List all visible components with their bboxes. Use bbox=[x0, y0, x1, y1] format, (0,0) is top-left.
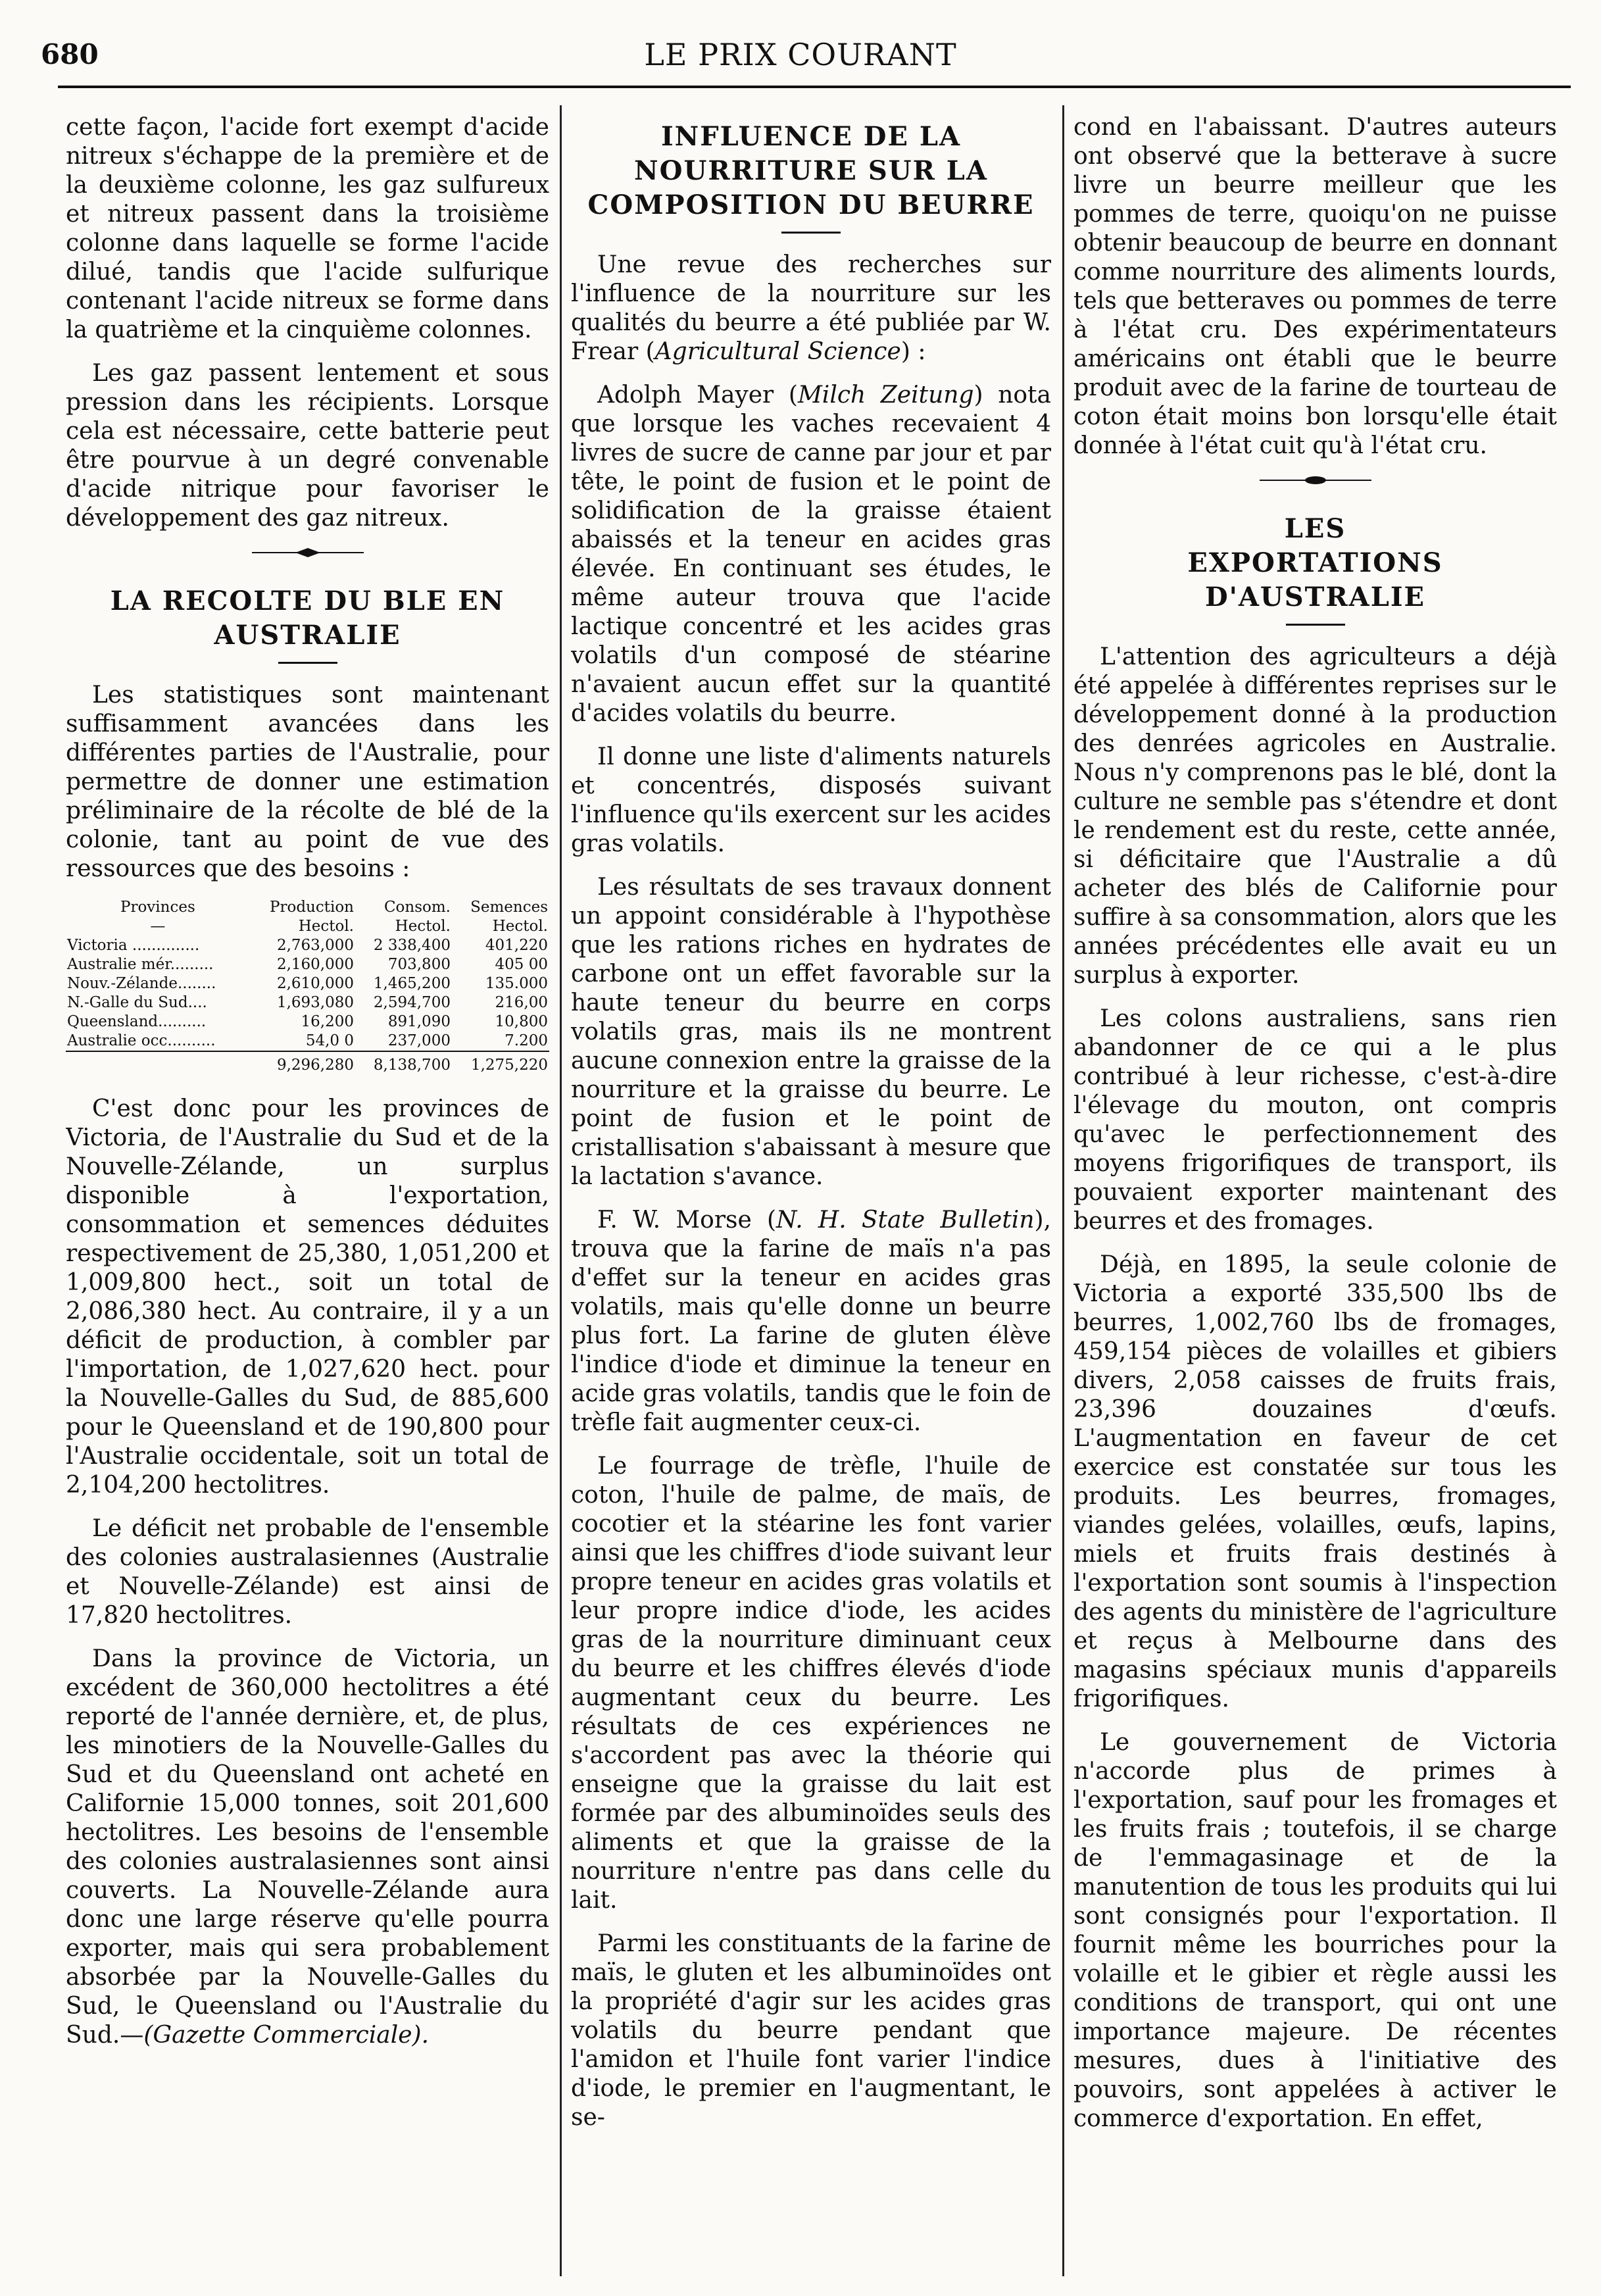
paragraph-text: Adolph Mayer ( bbox=[597, 382, 798, 409]
source-citation: Milch Zeitung bbox=[797, 382, 974, 409]
article-title-butter: INFLUENCE DE LA NOURRITURE SUR LA COMPOSITION DU BEURRE bbox=[587, 121, 1035, 220]
table-cell: 237,000 bbox=[387, 1032, 451, 1049]
table-cell-empty bbox=[66, 1051, 250, 1075]
title-rule bbox=[781, 232, 841, 234]
table-header: Provinces bbox=[120, 899, 195, 916]
table-cell: 54,0 0 bbox=[305, 1032, 354, 1049]
table-cell: 2 338,400 bbox=[373, 937, 451, 954]
article-paragraph bbox=[571, 251, 1051, 366]
article-paragraph: cette façon, l'acide fort exempt d'acide nitreux s'échappe de la première et de la deuxième colonne, les gaz sulfureux et nitreux passent dans la troisième colonne dans laquelle se forme l'acide dilué, tandis que l'acide sulfurique contenant l'acide nitreux se forme dans la quatrième et la cinquième colonnes. bbox=[66, 114, 549, 343]
article-paragraph bbox=[66, 1645, 549, 2050]
column-divider bbox=[1062, 105, 1064, 2276]
table-row bbox=[66, 974, 549, 993]
journal-title: LE PRIX COURANT bbox=[644, 37, 957, 72]
header-rule bbox=[58, 86, 1571, 88]
table-cell-total: 8,138,700 bbox=[355, 1051, 452, 1075]
table-units-row bbox=[66, 917, 549, 936]
section-separator-ornament bbox=[66, 547, 549, 558]
article-paragraph bbox=[571, 381, 1051, 728]
page-header bbox=[0, 0, 1601, 99]
table-row bbox=[66, 955, 549, 974]
table-cell-province: Nouv.-Zélande........ bbox=[67, 975, 216, 992]
article-paragraph: Déjà, en 1895, la seule colonie de Victoria a exporté 335,500 lbs de beurres, 1,002,760 lbs de fromages, 459,154 pièces de volailles et gibiers divers, 2,058 caisses de fruits frais, 23,396 douzaines d'œufs. L'augmentation en faveur de cet exercice est constatée sur tous les produits. Les beurres, fromages, viandes gelées, volailles, œufs, lapins, miels et fruits frais destinés à l'exportation sont soumis à l'inspection des agents du ministère de l'agriculture et reçus à Melbourne dans des magasins spéciaux munis d'appareils frigorifiques. bbox=[1073, 1251, 1557, 1712]
article-paragraph: Le déficit net probable de l'ensemble des colonies australasiennes (Australie et Nouvelle-Zélande) est ainsi de 17,820 hectolitres. bbox=[66, 1515, 549, 1629]
article-title-exports-line2: EXPORTATIONS D'AUSTRALIE bbox=[1187, 547, 1443, 612]
table-cell: 405 00 bbox=[495, 956, 548, 973]
table-cell-province: Australie occ.......... bbox=[67, 1032, 216, 1049]
table-unit: Hectol. bbox=[492, 918, 548, 935]
paragraph-text: ) : bbox=[900, 338, 926, 365]
table-header: Consom. bbox=[383, 899, 451, 916]
table-cell-total: 9,296,280 bbox=[250, 1051, 355, 1075]
table-cell: 16,200 bbox=[301, 1013, 354, 1030]
table-header-row bbox=[66, 898, 549, 917]
title-rule bbox=[278, 662, 337, 664]
table-cell: 135.000 bbox=[485, 975, 548, 992]
column-divider bbox=[560, 105, 562, 2276]
table-cell: 7.200 bbox=[505, 1032, 548, 1049]
table-cell: 2,610,000 bbox=[276, 975, 354, 992]
table-cell: 2,763,000 bbox=[276, 937, 354, 954]
table-cell: 1,693,080 bbox=[276, 994, 354, 1011]
article-paragraph: Les gaz passent lentement et sous pression dans les récipients. Lorsque cela est nécessaire, cette batterie peut être pourvue à un degré convenable d'acide nitrique pour favoriser le développement des gaz nitreux. bbox=[66, 360, 549, 532]
table-cell-province: N.-Galle du Sud.... bbox=[67, 994, 207, 1011]
table-unit: Hectol. bbox=[298, 918, 354, 935]
table-header: Production bbox=[270, 899, 354, 916]
table-unit: — bbox=[150, 918, 166, 935]
table-cell: 891,090 bbox=[387, 1013, 451, 1030]
article-paragraph: C'est donc pour les provinces de Victoria, de l'Australie du Sud et de la Nouvelle-Zélande, un surplus disponible à l'exportation, consommation et semences déduites respectivement de 25,380, 1,051,200 et 1,009,800 hect., soit un total de 2,086,380 hect. Au contraire, il y a un déficit de production, à combler par l'importation, de 1,027,620 hect. pour la Nouvelle-Galles du Sud, de 885,600 pour le Queensland et de 190,800 pour l'Australie occidentale, soit un total de 2,104,200 hectolitres. bbox=[66, 1095, 549, 1499]
source-citation: N. H. State Bulletin bbox=[776, 1207, 1035, 1234]
table-cell-total: 1,275,220 bbox=[452, 1051, 549, 1075]
table-cell: 216,00 bbox=[495, 994, 548, 1011]
table-header: Semences bbox=[470, 899, 548, 916]
table-cell-province: Australie mér......... bbox=[67, 956, 214, 973]
page-number: 680 bbox=[41, 38, 99, 70]
table-row bbox=[66, 993, 549, 1012]
article-paragraph: cond en l'abaissant. D'autres auteurs ont observé que la betterave à sucre livre un beurre meilleur que les pommes de terre, quoiqu'on ne puisse obtenir beaucoup de beurre en donnant comme nourriture des aliments lourds, tels que betteraves ou pommes de terre à l'état cru. Des expérimentateurs américains ont établi que le beurre produit avec de la farine de tourteau de coton était moins bon lorsqu'elle était donnée à l'état cuit qu'à l'état cru. bbox=[1073, 114, 1557, 459]
harvest-statistics-table bbox=[66, 898, 549, 1075]
table-cell: 703,800 bbox=[387, 956, 451, 973]
table-cell: 2,594,700 bbox=[373, 994, 451, 1011]
article-paragraph: Le fourrage de trèfle, l'huile de coton, l'huile de palme, de maïs, de cocotier et la stéarine les font varier ainsi que les chiffres d'iode suivant leur propre teneur en acides gras volatils et leur propre indice d'iode, les acides gras de la nourriture diminuant ceux du beurre et les chiffres élevés d'iode augmentant ceux du beurre. Les résultats de ces expériences ne s'accordent pas avec la théorie qui enseigne que la graisse du lait est formée par des albuminoïdes seuls des aliments et que la graisse de la nourriture n'entre pas dans celle du lait. bbox=[571, 1453, 1051, 1914]
source-citation: (Gazette Commerciale). bbox=[143, 2022, 430, 2049]
table-cell: 2,160,000 bbox=[276, 956, 354, 973]
column-right bbox=[1073, 113, 1557, 2251]
table-cell: 10,800 bbox=[495, 1013, 548, 1030]
article-paragraph: Le gouvernement de Victoria n'accorde plus de primes à l'exportation, sauf pour les fromages et les fruits frais ; toutefois, il se charge de l'emmagasinage et de la manutention de tous les produits qui lui sont consignés pour l'exportation. Il fournit même les bourriches pour la volaille et le gibier et règle aussi les conditions de transport, qui ont une importance majeure. De récentes mesures, dues à l'initiative des pouvoirs, sont appelées à activer le commerce d'exportation. En effet, bbox=[1073, 1729, 1557, 2132]
source-citation: Agricultural Science bbox=[654, 338, 901, 365]
table-row bbox=[66, 1012, 549, 1032]
table-total-row bbox=[66, 1051, 549, 1075]
paragraph-text: Dans la province de Victoria, un excédent de 360,000 hectolitres a été reporté de l'année dernière, et, de plus, les minotiers de la Nouvelle-Galles du Sud et du Queensland ont acheté en Californie 15,000 tonnes, soit 201,600 hectolitres. Les besoins de l'ensemble des colonies australasiennes sont ainsi couverts. La Nouvelle-Zélande aura donc une large réserve qu'elle pourra exporter, mais qui sera probablement absorbée par la Nouvelle-Galles du Sud, le Queensland ou l'Australie du Sud.— bbox=[66, 1645, 549, 2049]
article-paragraph: Parmi les constituants de la farine de maïs, le gluten et les albuminoïdes ont la propriété d'agir sur les acides gras volatils du beurre pendant que l'amidon et l'huile font varier l'indice d'iode, le premier en l'augmentant, le se- bbox=[571, 1930, 1051, 2131]
table-row bbox=[66, 1032, 549, 1051]
table-cell: 401,220 bbox=[485, 937, 548, 954]
table-unit: Hectol. bbox=[395, 918, 451, 935]
column-middle bbox=[571, 113, 1051, 2251]
table-row bbox=[66, 936, 549, 955]
paragraph-text: Une revue des recherches sur l'influence de la nourriture sur les qualités du beurre a été publiée par W. Frear ( bbox=[571, 251, 1051, 365]
article-paragraph: Les statistiques sont maintenant suffisamment avancées dans les différentes parties de l'Australie, pour permettre de donner une estimation préliminaire de la récolte de blé de la colonie, tant au point de vue des ressources que des besoins : bbox=[66, 682, 549, 882]
article-title-wheat-harvest: LA RECOLTE DU BLE EN AUSTRALIE bbox=[110, 586, 505, 651]
article-paragraph: Les colons australiens, sans rien abandonner de ce qui a le plus contribué à leur richesse, c'est-à-dire l'élevage du mouton, ont compris qu'avec le perfectionnement des moyens frigorifiques de transport, ils pouvaient exporter maintenant des beurres et des fromages. bbox=[1073, 1005, 1557, 1235]
section-separator-ornament bbox=[1073, 475, 1557, 486]
table-cell-province: Victoria .............. bbox=[67, 937, 200, 954]
article-paragraph bbox=[571, 1206, 1051, 1437]
article-title-exports-line1: LES bbox=[1284, 513, 1346, 544]
article-paragraph: Il donne une liste d'aliments naturels et concentrés, disposés suivant l'influence qu'ils exercent sur les acides gras volatils. bbox=[571, 743, 1051, 857]
column-left bbox=[66, 113, 549, 2251]
article-paragraph: L'attention des agriculteurs a déjà été appelée à différentes reprises sur le développement donné à la production des denrées agricoles en Australie. Nous n'y comprenons pas le blé, dont la culture ne semble pas s'étendre et dont le rendement est du reste, cette année, si déficitaire que l'Australie a dû acheter des blés de Californie pour suffire à sa consommation, alors que les années précédentes elle avait eu un surplus à exporter. bbox=[1073, 643, 1557, 989]
table-cell-province: Queensland.......... bbox=[67, 1013, 207, 1030]
paragraph-text: ), trouva que la farine de maïs n'a pas d'effet sur la teneur en acides gras volatils, mais qu'elle donne un beurre plus fort. La farine de gluten élève l'indice d'iode et diminue la teneur en acide gras volatils, tandis que le foin de trèfle fait augmenter ceux-ci. bbox=[571, 1207, 1051, 1436]
paragraph-text: F. W. Morse ( bbox=[597, 1207, 777, 1234]
paragraph-text: ) nota que lorsque les vaches recevaient 4 livres de sucre de canne par jour et par tête, le point de fusion et le point de solidification de la graisse étaient abaissés et la teneur en acides gras élevée. En continuant ses études, le même auteur trouva que l'acide lactique concentré et les acides gras volatils d'un composé de stéarine n'avaient aucun effet sur la quantité d'acides volatils du beurre. bbox=[571, 382, 1051, 727]
article-paragraph: Les résultats de ses travaux donnent un appoint considérable à l'hypothèse que les rations riches en hydrates de carbone ont un effet favorable sur la haute teneur du beurre en corps volatils gras, mais ils ne montrent aucune connexion entre la graisse de la nourriture et la graisse du beurre. Le point de fusion et le point de cristallisation s'abaissant à mesure que la lactation s'avance. bbox=[571, 874, 1051, 1190]
title-rule bbox=[1286, 624, 1345, 626]
table-cell: 1,465,200 bbox=[373, 975, 451, 992]
